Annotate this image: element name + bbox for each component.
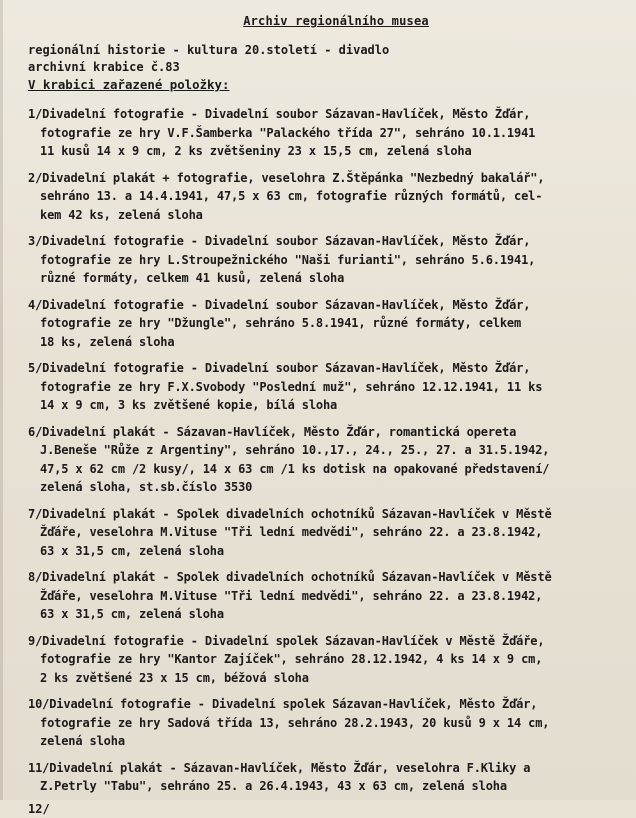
list-item <box>28 568 626 624</box>
list-item <box>28 359 626 415</box>
list-item <box>28 423 626 497</box>
list-item <box>28 759 626 796</box>
topic-line: regionální historie - kultura 20.století - divadlo <box>28 43 390 57</box>
paper-edge-shadow <box>0 0 3 800</box>
item-continuation-line: Žďáře, veselohra M.Vituse "Tři lední medvědi", sehráno 22. a 23.8.1942, <box>40 588 543 603</box>
item-first-line: 3/Divadelní fotografie - Divadelní soubor Sázavan-Havlíček, Město Žďár, <box>28 234 531 248</box>
item-first-line: 1/Divadelní fotografie - Divadelní soubor Sázavan-Havlíček, Město Žďár, <box>28 107 531 121</box>
item-continuation-line: fotografie ze hry L.Stroupežnického "Naši furianti", sehráno 5.6.1941, <box>40 252 536 267</box>
item-continuation-line: fotografie ze hry "Džungle", sehráno 5.8.1941, různé formáty, celkem <box>40 316 522 330</box>
list-item <box>28 232 626 288</box>
item-continuation-line: Z.Petrly "Tabu", sehráno 25. a 26.4.1943, 43 x 63 cm, zelená sloha <box>40 779 507 793</box>
item-continuation-line: 63 x 31,5 cm, zelená sloha <box>40 543 224 558</box>
document-title: Archiv regionálního musea <box>243 14 429 28</box>
item-first-line: 2/Divadelní plakát + fotografie, veselohra Z.Štěpánka "Nezbedný bakalář", <box>28 170 545 185</box>
item-continuation-line: 2 ks zvětšené 23 x 15 cm, béžová sloha <box>40 670 309 685</box>
item-continuation-line: 47,5 x 62 cm /2 kusy/, 14 x 63 cm /1 ks dotisk na opakované představení/ <box>40 461 550 476</box>
item-first-line: 10/Divadelní fotografie - Divadelní spolek Sázavan-Havlíček, Město Žďár, <box>28 697 538 711</box>
section-title: V krabici zařazené položky: <box>28 77 230 92</box>
item-first-line: 7/Divadelní plakát - Spolek divadelních ochotníků Sázavan-Havlíček v Městě <box>28 506 552 521</box>
list-item <box>28 169 626 225</box>
item-first-line: 5/Divadelní fotografie - Divadelní soubor Sázavan-Havlíček, Město Žďár, <box>28 361 531 375</box>
next-item-number: 12/ <box>28 801 50 816</box>
item-list <box>28 105 626 796</box>
item-first-line: 8/Divadelní plakát - Spolek divadelních ochotníků Sázavan-Havlíček v Městě <box>28 570 552 584</box>
item-continuation-line: zelená sloha, st.sb.číslo 3530 <box>40 480 253 494</box>
item-continuation-line: sehráno 13. a 14.4.1941, 47,5 x 63 cm, fotografie různých formátů, cel- <box>40 189 543 203</box>
item-continuation-line: fotografie ze hry F.X.Svobody "Poslední muž", sehráno 12.12.1941, 11 ks <box>40 379 543 394</box>
item-continuation-line: kem 42 ks, zelená sloha <box>40 207 203 222</box>
list-item <box>28 505 626 561</box>
item-first-line: 4/Divadelní fotografie - Divadelní soubor Sázavan-Havlíček, Město Žďár, <box>28 297 531 312</box>
item-first-line: 9/Divadelní fotografie - Divadelní spolek Sázavan-Havlíček v Městě Žďáře, <box>28 633 545 648</box>
list-item <box>28 695 626 751</box>
item-continuation-line: fotografie ze hry "Kantor Zajíček", sehráno 28.12.1942, 4 ks 14 x 9 cm, <box>40 652 543 666</box>
item-first-line: 11/Divadelní plakát - Sázavan-Havlíček, Město Žďár, veselohra F.Kliky a <box>28 760 531 775</box>
item-continuation-line: 14 x 9 cm, 3 ks zvětšené kopie, bílá sloha <box>40 398 338 412</box>
item-continuation-line: 63 x 31,5 cm, zelená sloha <box>40 607 224 621</box>
list-item <box>28 632 626 688</box>
item-continuation-line: fotografie ze hry V.F.Šamberka "Palackého třída 27", sehráno 10.1.1941 <box>40 125 536 140</box>
list-item <box>28 296 626 352</box>
item-continuation-line: J.Beneše "Růže z Argentiny", sehráno 10.,17., 24., 25., 27. a 31.5.1942, <box>40 443 550 457</box>
item-continuation-line: 18 ks, zelená sloha <box>40 334 175 349</box>
item-continuation-line: 11 kusů 14 x 9 cm, 2 ks zvětšeniny 23 x 15,5 cm, zelená sloha <box>40 144 472 158</box>
box-number-line: archivní krabice č.83 <box>28 60 180 74</box>
item-first-line: 6/Divadelní plakát - Sázavan-Havlíček, Město Žďár, romantická opereta <box>28 424 517 439</box>
list-item <box>28 105 626 161</box>
item-continuation-line: fotografie ze hry Sadová třída 13, sehráno 28.2.1943, 20 kusů 9 x 14 cm, <box>40 715 550 730</box>
item-continuation-line: zelená sloha <box>40 734 125 748</box>
item-continuation-line: různé formáty, celkem 41 kusů, zelená sloha <box>40 271 345 285</box>
item-continuation-line: Žďáře, veselohra M.Vituse "Tři lední medvědi", sehráno 22. a 23.8.1942, <box>40 525 543 539</box>
